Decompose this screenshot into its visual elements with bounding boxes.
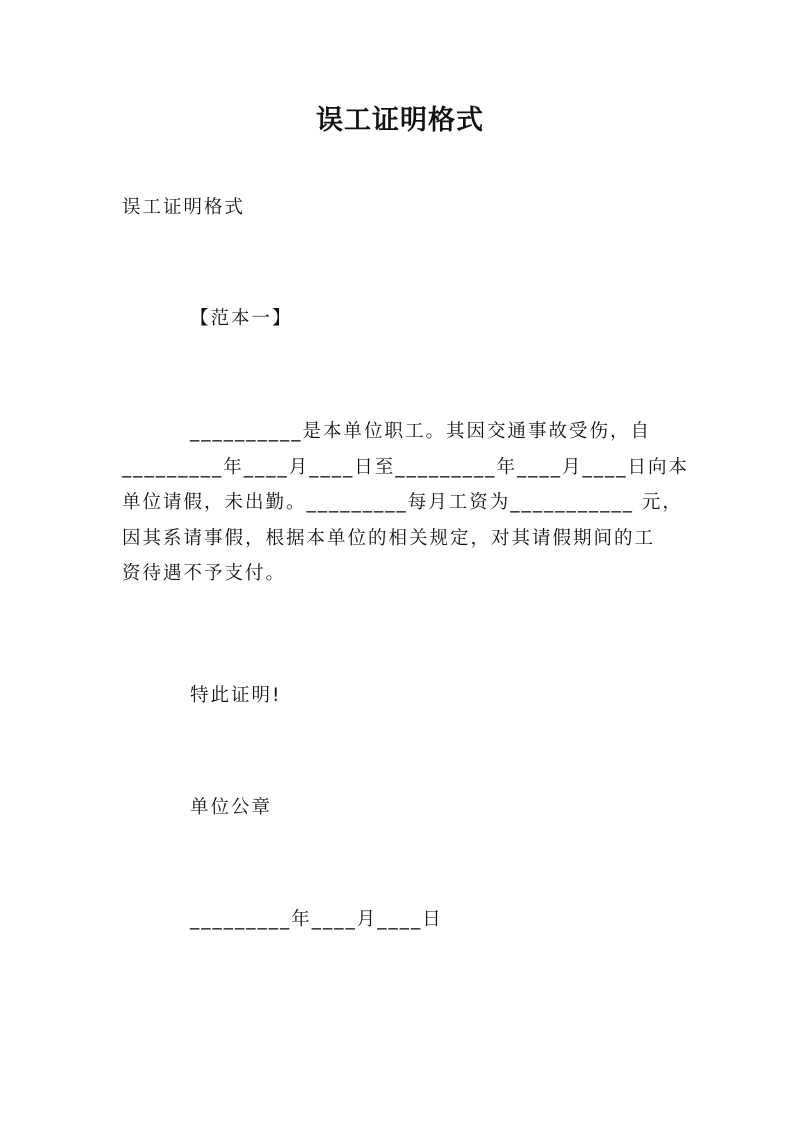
- body-line: 资待遇不予支付。: [122, 563, 287, 584]
- body-line: __________是本单位职工。其因交通事故受伤，自: [190, 421, 652, 442]
- body-line: 因其系请事假，根据本单位的相关规定，对其请假期间的工: [122, 527, 656, 549]
- sample-label: 【范本一】: [190, 308, 293, 329]
- date-line: _________年____月____日: [190, 909, 443, 930]
- certificate-body: [122, 414, 692, 592]
- document-subheading: 误工证明格式: [122, 197, 246, 218]
- unit-seal-label: 单位公章: [190, 797, 273, 818]
- closing-statement: 特此证明!: [190, 685, 282, 706]
- body-line: _________年____月____日至_________年____月____日向本: [122, 456, 690, 478]
- body-line: 单位请假，未出勤。_________每月工资为___________ 元，: [122, 492, 683, 513]
- document-title: 误工证明格式: [316, 105, 484, 136]
